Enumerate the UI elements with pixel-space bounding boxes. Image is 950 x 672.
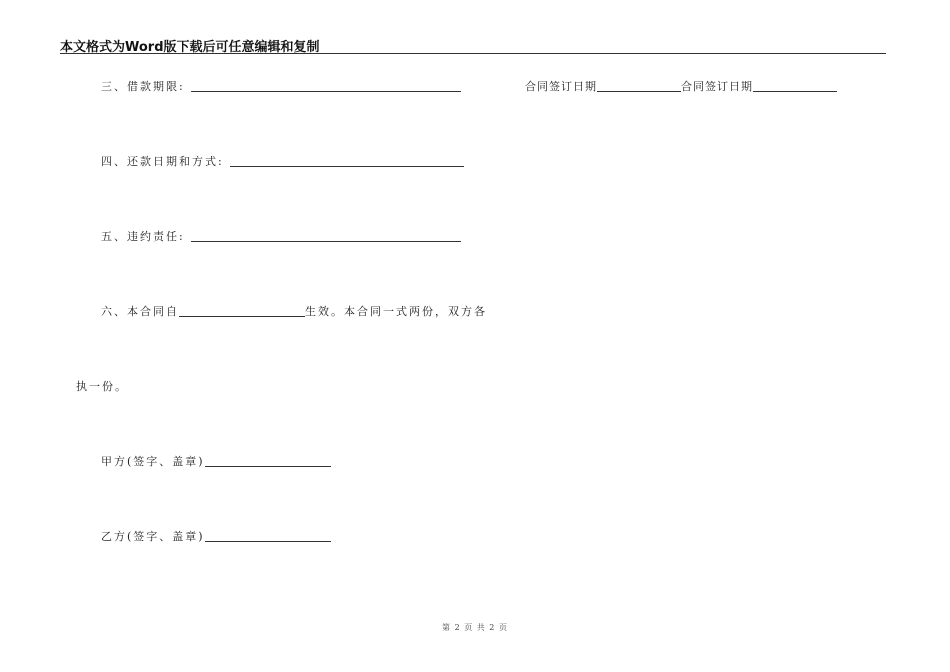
item-6-suffix: 生效。本合同一式两份，双方各	[305, 305, 487, 318]
party-a-signature-line	[101, 453, 331, 469]
item-3-blank	[191, 79, 461, 92]
party-b-label: 乙方(签字、盖章)	[101, 530, 205, 543]
item-5-label: 五、违约责任:	[101, 230, 185, 243]
party-b-signature-line	[101, 528, 331, 544]
item-6-prefix: 六、本合同自	[101, 305, 179, 318]
signing-date-label-1: 合同签订日期	[525, 80, 597, 93]
signing-date-blank-1	[597, 79, 681, 92]
item-6-continuation-text: 执一份。	[76, 380, 128, 393]
item-6-line	[101, 303, 487, 319]
item-3-label: 三、借款期限:	[101, 80, 185, 93]
item-4-line	[101, 153, 464, 169]
signing-date-label-2: 合同签订日期	[681, 80, 753, 93]
item-6-blank	[179, 304, 305, 317]
party-a-label: 甲方(签字、盖章)	[101, 455, 205, 468]
signing-date-line	[525, 78, 837, 94]
item-4-label: 四、还款日期和方式:	[101, 155, 224, 168]
header-rule	[60, 53, 886, 54]
item-3-line	[101, 78, 461, 94]
item-4-blank	[230, 154, 464, 167]
page-header-title: 本文格式为Word版下载后可任意编辑和复制	[60, 40, 320, 55]
page-footer: 第 2 页 共 2 页	[442, 623, 508, 632]
item-5-line	[101, 228, 461, 244]
item-5-blank	[191, 229, 461, 242]
item-6-continuation	[76, 378, 128, 394]
party-a-blank	[205, 454, 331, 467]
signing-date-blank-2	[753, 79, 837, 92]
party-b-blank	[205, 529, 331, 542]
